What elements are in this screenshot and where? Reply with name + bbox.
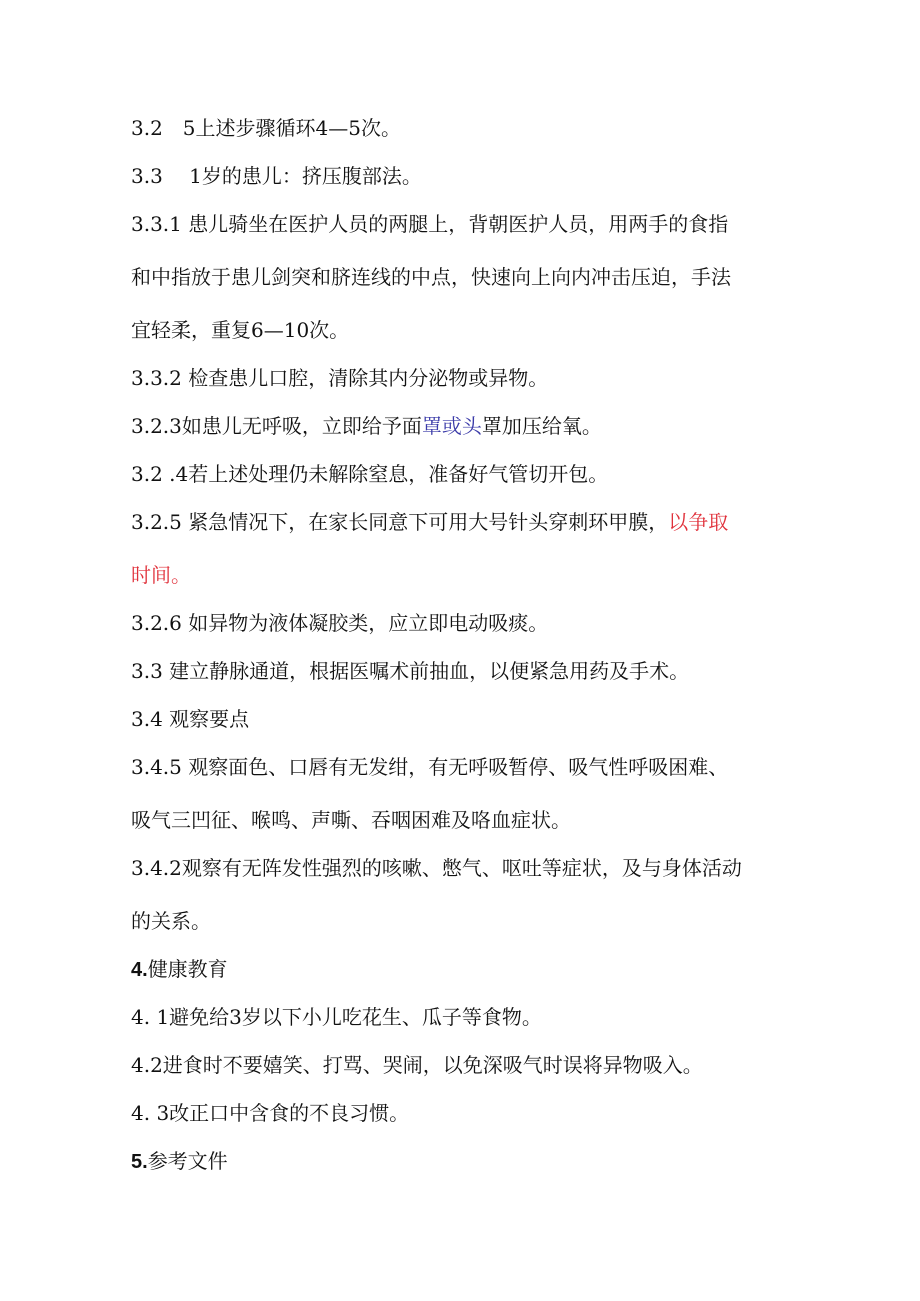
text: 4. 3改正口中含食的不良习惯。	[131, 1101, 410, 1125]
paragraph-3-4-5-line2	[131, 806, 788, 834]
text: 3.3.2 检查患儿口腔，清除其内分泌物或异物。	[131, 366, 549, 390]
text: 3.4.2观察有无阵发性强烈的咳嗽、憋气、呕吐等症状，及与身体活动	[131, 856, 742, 880]
paragraph-3-3-2	[131, 364, 788, 392]
section-title: 参考文件	[147, 1149, 228, 1173]
section-number: 5.	[131, 1151, 148, 1173]
paragraph-3-3	[131, 162, 788, 190]
paragraph-3-3-iv	[131, 657, 788, 685]
paragraph-3-3-1-line3	[131, 316, 788, 344]
text: 3.4 观察要点	[131, 707, 250, 731]
text: 3.3 建立静脉通道，根据医嘱术前抽血，以便紧急用药及手术。	[131, 659, 690, 683]
text: 3.4.5 观察面色、口唇有无发绀，有无呼吸暂停、吸气性呼吸困难、	[131, 755, 729, 779]
paragraph-4-2	[131, 1051, 788, 1079]
paragraph-3-4-2-line2	[131, 907, 788, 935]
text: 3.2.3如患儿无呼吸，立即给予面	[131, 414, 422, 438]
highlighted-text-red: 时间。	[131, 563, 191, 587]
paragraph-3-2-5-emergency-line1	[131, 508, 788, 536]
paragraph-3-4-5-line1	[131, 753, 788, 781]
text: 3.3 1岁的患儿：挤压腹部法。	[131, 164, 422, 188]
text: 3.3.1 患儿骑坐在医护人员的两腿上，背朝医护人员，用两手的食指	[131, 212, 729, 236]
text: 吸气三凹征、喉鸣、声嘶、吞咽困难及咯血症状。	[131, 808, 571, 832]
section-number: 4.	[131, 959, 148, 981]
paragraph-4-1	[131, 1003, 788, 1031]
text: 宜轻柔，重复6—10次。	[131, 318, 350, 342]
text: 3.2 .4若上述处理仍未解除窒息，准备好气管切开包。	[131, 462, 609, 486]
section-heading-5	[131, 1147, 788, 1175]
paragraph-3-2-6	[131, 609, 788, 637]
paragraph-3-4-2-line1	[131, 854, 788, 882]
text: 的关系。	[131, 909, 211, 933]
paragraph-3-2-5	[131, 114, 788, 142]
paragraph-3-3-1-line2	[131, 263, 788, 291]
section-title: 健康教育	[147, 957, 228, 981]
paragraph-3-3-1-line1	[131, 210, 788, 238]
text: 和中指放于患儿剑突和脐连线的中点，快速向上向内冲击压迫，手法	[131, 265, 731, 289]
text: 3.2 5上述步骤循环4—5次。	[131, 116, 401, 140]
paragraph-3-2-3	[131, 412, 788, 440]
section-heading-4	[131, 955, 788, 983]
text: 罩加压给氧。	[481, 414, 602, 438]
paragraph-3-2-5-emergency-line2	[131, 561, 788, 589]
highlighted-text-blue: 罩或头	[421, 414, 482, 438]
text: 4. 1避免给3岁以下小儿吃花生、瓜子等食物。	[131, 1005, 542, 1029]
text: 3.2.5 紧急情况下，在家长同意下可用大号针头穿刺环甲膜，	[131, 510, 669, 534]
paragraph-3-2-4	[131, 460, 788, 488]
paragraph-4-3	[131, 1099, 788, 1127]
text: 3.2.6 如异物为液体凝胶类，应立即电动吸痰。	[131, 611, 549, 635]
text: 4.2进食时不要嬉笑、打骂、哭闹，以免深吸气时误将异物吸入。	[131, 1053, 703, 1077]
paragraph-3-4	[131, 705, 788, 733]
highlighted-text-red: 以争取	[668, 510, 729, 534]
